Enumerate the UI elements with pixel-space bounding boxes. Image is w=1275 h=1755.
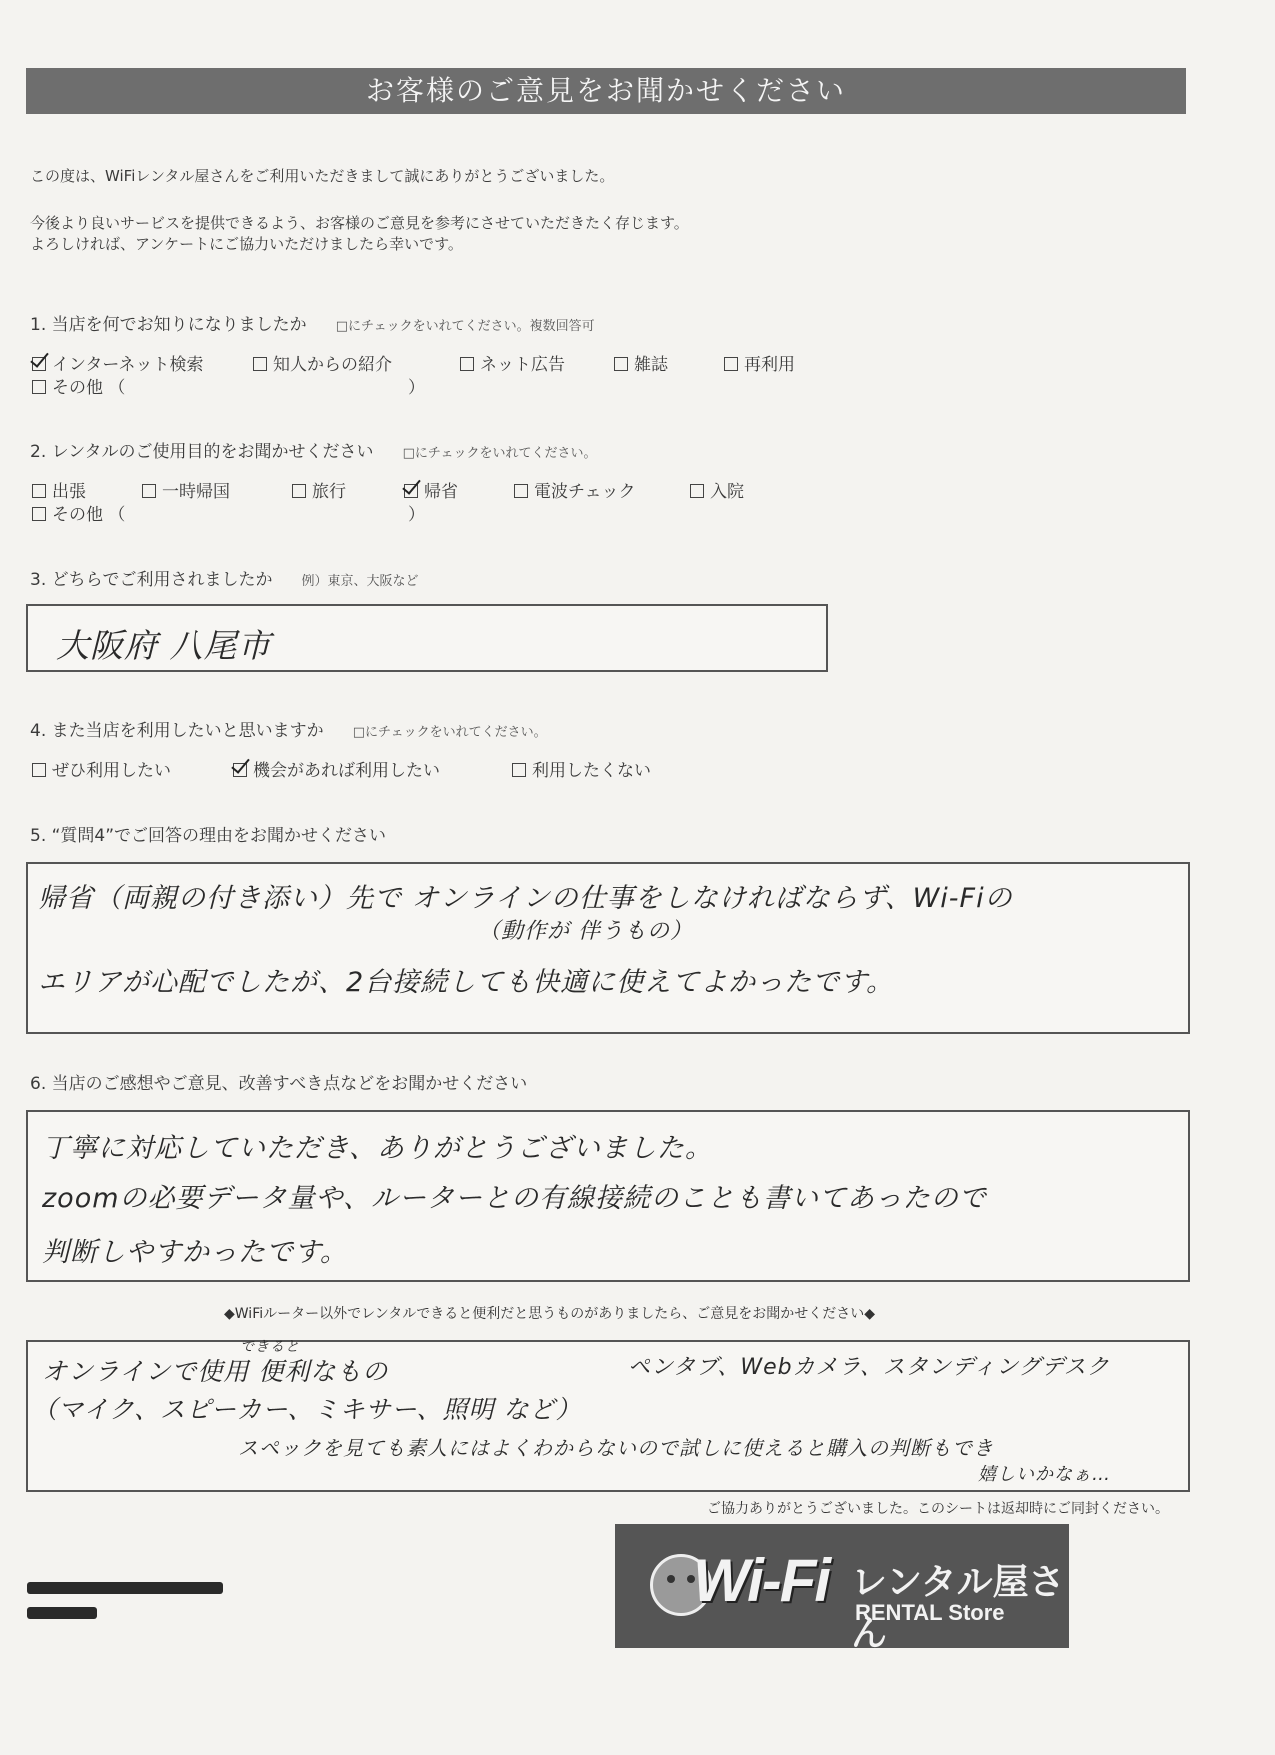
checkbox-checked-icon[interactable] — [32, 357, 46, 371]
q4-heading — [30, 716, 547, 741]
intro-line-2: 今後より良いサービスを提供できるよう、お客様のご意見を参考にさせていただきたく存じます。 — [30, 214, 689, 232]
q4-option-1[interactable]: 機会があれば利用したい — [233, 756, 440, 781]
q4-option-2[interactable]: 利用したくない — [512, 756, 651, 781]
q1-option-0[interactable]: インターネット検索 — [32, 350, 203, 375]
q7-answer-box[interactable] — [26, 1340, 1190, 1492]
q6-title: 6. 当店のご感想やご意見、改善すべき点などをお聞かせください — [30, 1074, 528, 1094]
q7-answer-line-4: 嬉しいかなぁ… — [978, 1464, 1111, 1485]
q7-answer-line-1: オンラインで使用 便利なもの — [42, 1357, 389, 1386]
q1-option-other[interactable]: その他 （ — [32, 373, 125, 398]
logo-en-text: RENTAL Store — [855, 1600, 1005, 1625]
q2-note: □にチェックをいれてください。 — [402, 446, 597, 461]
checkbox-icon[interactable] — [614, 357, 628, 371]
brand-logo — [615, 1524, 1069, 1654]
q7-title: ◆WiFiルーター以外でレンタルできると便利だと思うものがありましたら、ご意見をお聞かせください◆ — [224, 1306, 875, 1322]
q4-note: □にチェックをいれてください。 — [352, 725, 547, 740]
q7-answer-line-2: （マイク、スピーカー、ミキサー、照明 など） — [32, 1395, 582, 1424]
q2-title: 2. レンタルのご使用目的をお聞かせください — [30, 442, 374, 462]
q3-heading — [30, 565, 419, 590]
q1-other-close: ） — [408, 378, 425, 398]
page-title: お客様のご意見をお聞かせください — [26, 68, 1186, 114]
q3-answer-box[interactable] — [26, 604, 828, 672]
q3-note: 例）東京、大阪など — [301, 574, 419, 589]
q2-heading — [30, 437, 597, 462]
checkbox-icon[interactable] — [253, 357, 267, 371]
q2-option-other[interactable]: その他 （ — [32, 500, 125, 525]
q4-title: 4. また当店を利用したいと思いますか — [30, 721, 324, 741]
logo-wifi-text: Wi-Fi — [693, 1547, 830, 1614]
q7-answer-insert: できると — [240, 1339, 300, 1355]
checkbox-checked-icon[interactable] — [233, 763, 247, 777]
q3-answer-text: 大阪府 八尾市 — [56, 626, 272, 665]
q6-answer-line-3: 判断しやすかったです。 — [42, 1237, 348, 1268]
q1-option-1[interactable]: 知人からの紹介 — [253, 350, 392, 375]
q7-answer-line-1b: ペンタブ、Webカメラ、スタンディングデスク — [628, 1355, 1110, 1380]
q6-answer-box[interactable] — [26, 1110, 1190, 1282]
q1-option-3[interactable]: 雑誌 — [614, 350, 668, 375]
checkbox-icon[interactable] — [292, 484, 306, 498]
q1-title: 1. 当店を何でお知りになりましたか — [30, 315, 307, 335]
checkbox-icon[interactable] — [724, 357, 738, 371]
q5-answer-line-1: 帰省（両親の付き添い）先で オンラインの仕事をしなければならず、Wi-Fiの — [38, 883, 1013, 914]
q3-title: 3. どちらでご利用されましたか — [30, 570, 273, 590]
q1-option-2[interactable]: ネット広告 — [460, 350, 565, 375]
q4-option-0[interactable]: ぜひ利用したい — [32, 756, 171, 781]
checkbox-icon[interactable] — [460, 357, 474, 371]
q5-answer-insert: （動作が 伴うもの） — [478, 919, 693, 944]
redacted-code — [27, 1607, 97, 1619]
logo-jp-text: レンタル屋さん — [851, 1562, 1065, 1654]
q5-answer-box[interactable] — [26, 862, 1190, 1034]
q1-heading — [30, 310, 595, 335]
q6-answer-line-1: 丁寧に対応していただき、ありがとうございました。 — [42, 1133, 713, 1164]
q2-other-close: ） — [408, 505, 425, 525]
checkbox-icon[interactable] — [512, 763, 526, 777]
redacted-code — [27, 1582, 223, 1594]
q2-option-3[interactable]: 帰省 — [404, 477, 458, 502]
q2-option-5[interactable]: 入院 — [690, 477, 744, 502]
checkbox-icon[interactable] — [514, 484, 528, 498]
intro-line-1: この度は、WiFiレンタル屋さんをご利用いただきまして誠にありがとうございました。 — [30, 167, 615, 185]
checkbox-icon[interactable] — [32, 763, 46, 777]
q2-option-1[interactable]: 一時帰国 — [142, 477, 230, 502]
q7-answer-line-3: スペックを見ても素人にはよくわからないので試しに使えると購入の判断もでき — [238, 1436, 994, 1460]
checkbox-icon[interactable] — [690, 484, 704, 498]
q2-option-0[interactable]: 出張 — [32, 477, 86, 502]
q5-title: 5. “質問4”でご回答の理由をお聞かせください — [30, 826, 387, 846]
q2-option-2[interactable]: 旅行 — [292, 477, 346, 502]
q1-note: □にチェックをいれてください。複数回答可 — [335, 319, 595, 334]
footer-thanks: ご協力ありがとうございました。このシートは返却時にご同封ください。 — [707, 1501, 1169, 1517]
q6-answer-line-2: zoomの必要データ量や、ルーターとの有線接続のことも書いてあったので — [42, 1183, 987, 1214]
q5-answer-line-2: エリアが心配でしたが、2台接続しても快適に使えてよかったです。 — [38, 967, 895, 998]
checkbox-checked-icon[interactable] — [404, 484, 418, 498]
q1-option-4[interactable]: 再利用 — [724, 350, 795, 375]
checkbox-icon[interactable] — [32, 380, 46, 394]
checkbox-icon[interactable] — [32, 507, 46, 521]
intro-line-3: よろしければ、アンケートにご協力いただけましたら幸いです。 — [30, 235, 463, 253]
q2-option-4[interactable]: 電波チェック — [514, 477, 636, 502]
checkbox-icon[interactable] — [142, 484, 156, 498]
checkbox-icon[interactable] — [32, 484, 46, 498]
